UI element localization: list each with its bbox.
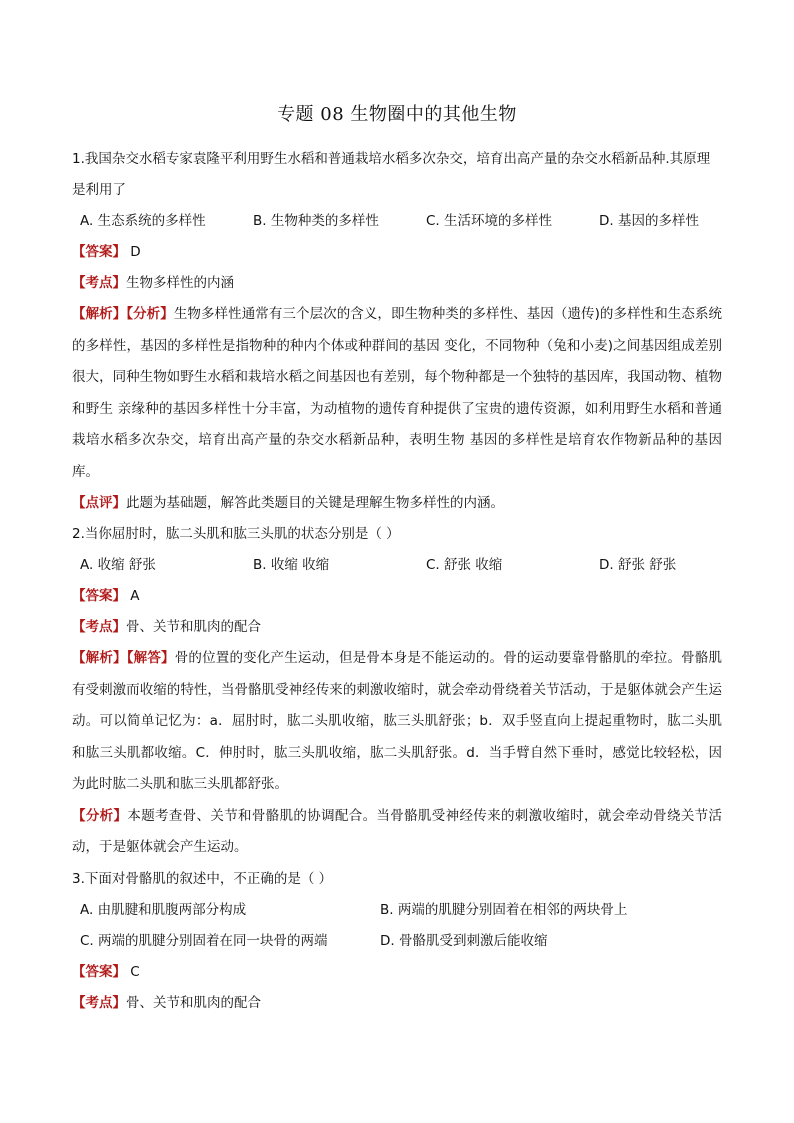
document-page	[72, 100, 722, 1019]
comment-tag: 【点评】	[72, 495, 126, 511]
question-2-option-a: A. 收缩 舒张	[80, 557, 156, 573]
question-1-option-d: D. 基因的多样性	[599, 213, 699, 229]
question-1-options	[72, 206, 722, 237]
question-3-point	[72, 988, 722, 1019]
analysis-text: 骨的位置的变化产生运动，但是骨本身是不能运动的。骨的运动要靠骨骼肌的牵拉。骨骼肌有受刺激而收缩的特性，当骨骼肌受神经传来的刺激收缩时，就会牵动骨绕着关节活动，于是躯体就会产生运动。可以简单记忆为：a．屈肘时，肱二头肌收缩，肱三头肌舒张；b．双手竖直向上提起重物时，肱二头肌和肱三头肌都收缩。C．伸肘时，肱三头肌收缩，肱二头肌舒张。d．当手臂自然下垂时，感觉比较轻松，因为此时肱二头肌和肱三头肌都舒张。	[72, 650, 723, 792]
page-title: 专题 08 生物圈中的其他生物	[277, 104, 517, 125]
question-3-options-row-2	[72, 926, 722, 957]
question-1-option-c: C. 生活环境的多样性	[426, 213, 553, 229]
point-tag: 【考点】	[72, 275, 126, 291]
question-3-option-a: A. 由肌腱和肌腹两部分构成	[80, 901, 247, 918]
question-2-option-c: C. 舒张 收缩	[426, 557, 503, 573]
question-1-analysis	[72, 299, 722, 488]
question-2-extra	[72, 801, 722, 864]
answer-tag: 【答案】	[72, 244, 126, 260]
answer-tag: 【答案】	[72, 963, 126, 980]
answer-value: A	[126, 588, 140, 604]
question-2-analysis	[72, 643, 722, 801]
question-3-option-b: B. 两端的肌腱分别固着在相邻的两块骨上	[380, 901, 628, 918]
question-2-option-d: D. 舒张 舒张	[599, 557, 677, 573]
question-1-point	[72, 268, 722, 299]
question-2-option-b: B. 收缩 收缩	[253, 557, 330, 573]
question-2-options	[72, 550, 722, 581]
point-value: 骨、关节和肌肉的配合	[126, 619, 261, 635]
analysis-tag: 【解析】【分析】	[72, 306, 174, 322]
question-3-answer	[72, 957, 722, 988]
question-1-comment	[72, 488, 722, 519]
question-3-option-c: C. 两端的肌腱分别固着在同一块骨的两端	[80, 932, 328, 949]
question-2-answer	[72, 581, 722, 612]
analysis-text: 生物多样性通常有三个层次的含义，即生物种类的多样性、基因（遗传)的多样性和生态系统的多样性，基因的多样性是指物种的种内个体或种群间的基因 变化，不同物种（兔和小麦)之间基因组成差别很大，同种生物如野生水稻和栽培水稻之间基因也有差别，每个物种都是一个独特的基因库，我国动物、植物和野生 亲缘种的基因多样性十分丰富，为动植物的遗传育种提供了宝贵的遗传资源，如利用野生水稻和普通栽培水稻多次杂交，培育出高产量的杂交水稻新品种，表明生物 基因的多样性是培育农作物新品种的基因库。	[72, 306, 723, 480]
question-1-answer	[72, 237, 722, 268]
question-3-options-row-1	[72, 895, 722, 926]
extra-text: 本题考查骨、关节和骨骼肌的协调配合。当骨骼肌受神经传来的刺激收缩时，就会牵动骨绕关节活动，于是躯体就会产生运动。	[72, 807, 723, 855]
analysis-tag: 【解析】【解答】	[72, 650, 175, 666]
question-2-point	[72, 612, 722, 643]
question-3-stem: 3.下面对骨骼肌的叙述中，不正确的是（ ）	[72, 870, 333, 887]
question-1-option-b: B. 生物种类的多样性	[253, 213, 379, 229]
answer-tag: 【答案】	[72, 588, 126, 604]
answer-value: D	[126, 244, 141, 260]
extra-tag: 【分析】	[72, 807, 128, 824]
question-3-option-d: D. 骨骼肌受到刺激后能收缩	[380, 932, 548, 949]
question-2-stem: 2.当你屈肘时，肱二头肌和肱三头肌的状态分别是（ ）	[72, 526, 400, 542]
point-value: 生物多样性的内涵	[126, 275, 234, 291]
point-value: 骨、关节和肌肉的配合	[126, 994, 261, 1011]
answer-value: C	[126, 963, 140, 980]
point-tag: 【考点】	[72, 619, 126, 635]
question-1-option-a: A. 生态系统的多样性	[80, 213, 206, 229]
point-tag: 【考点】	[72, 994, 126, 1011]
comment-text: 此题为基础题，解答此类题目的关键是理解生物多样性的内涵。	[126, 495, 504, 511]
question-1-stem: 1.我国杂交水稻专家袁隆平利用野生水稻和普通栽培水稻多次杂交，培育出高产量的杂交水稻新品种.其原理是利用了	[72, 151, 711, 198]
